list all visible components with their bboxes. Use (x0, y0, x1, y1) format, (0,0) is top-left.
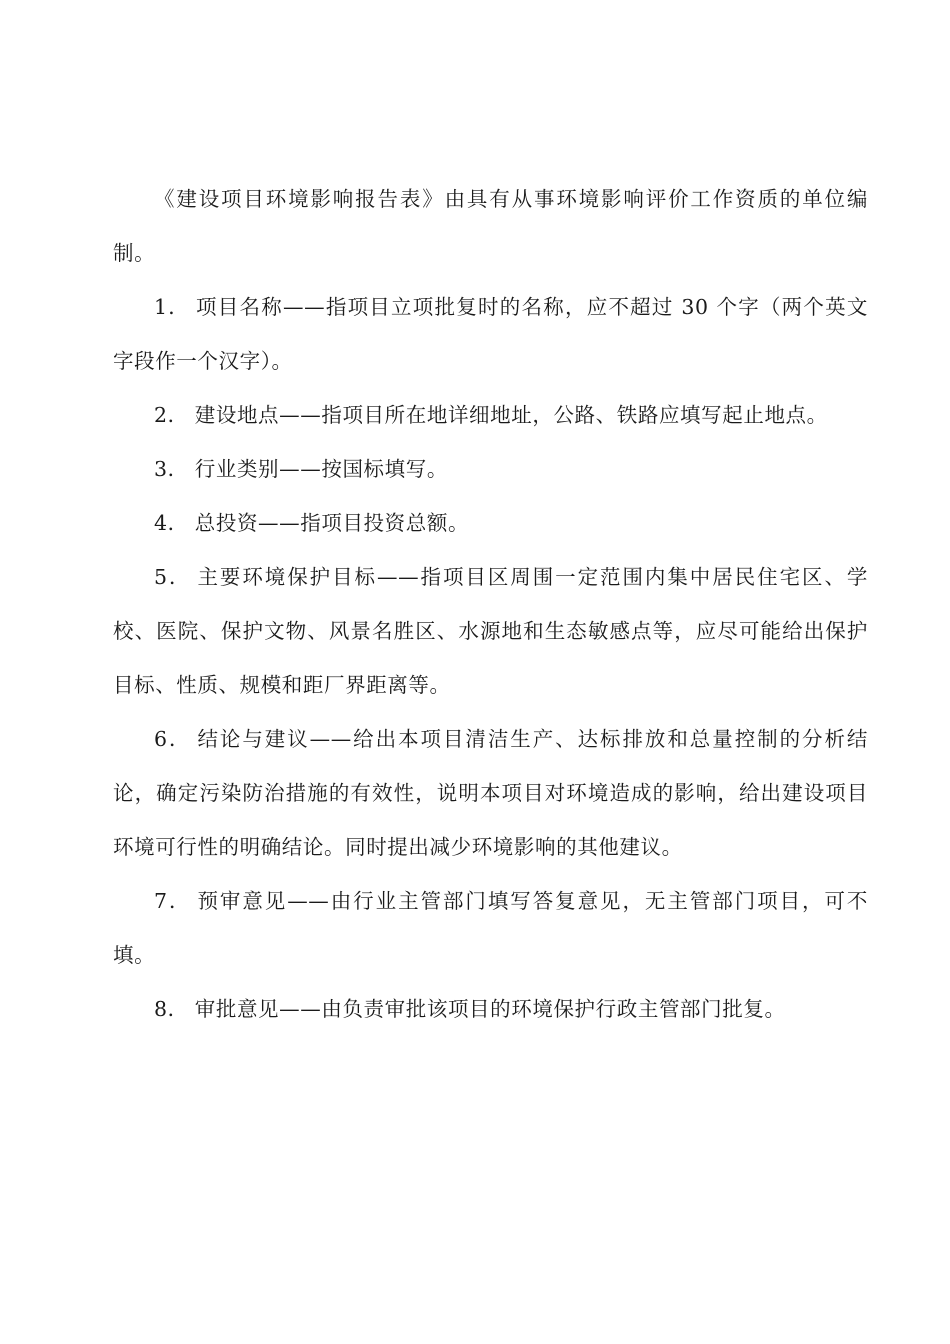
document-page (113, 172, 868, 1036)
item-number: 5． (154, 565, 192, 589)
item-number: 1． (154, 295, 191, 319)
item-text: 结论与建议——给出本项目清洁生产、达标排放和总量控制的分析结论，确定污染防治措施的有效性，说明本项目对环境造成的影响，给出建设项目环境可行性的明确结论。同时提出减少环境影响的其他建议。 (113, 727, 869, 859)
item-text: 项目名称——指项目立项批复时的名称，应不超过 30 个字（两个英文字段作一个汉字）。 (113, 295, 868, 373)
list-item (113, 388, 868, 442)
item-text: 预审意见——由行业主管部门填写答复意见，无主管部门项目，可不填。 (113, 889, 869, 967)
item-number: 3． (154, 457, 189, 481)
list-item (113, 712, 868, 874)
item-number: 8． (154, 997, 189, 1021)
item-text: 主要环境保护目标——指项目区周围一定范围内集中居民住宅区、学校、医院、保护文物、风景名胜区、水源地和生态敏感点等，应尽可能给出保护目标、性质、规模和距厂界距离等。 (113, 565, 869, 697)
list-item (113, 496, 868, 550)
list-item (113, 982, 868, 1036)
item-number: 4． (154, 511, 189, 535)
list-item (113, 874, 868, 982)
item-number: 7． (154, 889, 192, 913)
item-number: 2． (154, 403, 189, 427)
list-item (113, 550, 868, 712)
list-item (113, 280, 868, 388)
intro-paragraph: 《建设项目环境影响报告表》由具有从事环境影响评价工作资质的单位编制。 (113, 187, 868, 265)
item-text: 行业类别——按国标填写。 (194, 457, 448, 481)
item-text: 审批意见——由负责审批该项目的环境保护行政主管部门批复。 (194, 997, 786, 1021)
item-text: 总投资——指项目投资总额。 (194, 511, 470, 535)
item-text: 建设地点——指项目所在地详细地址，公路、铁路应填写起止地点。 (194, 403, 828, 427)
item-number: 6． (154, 727, 192, 751)
list-item (113, 442, 868, 496)
